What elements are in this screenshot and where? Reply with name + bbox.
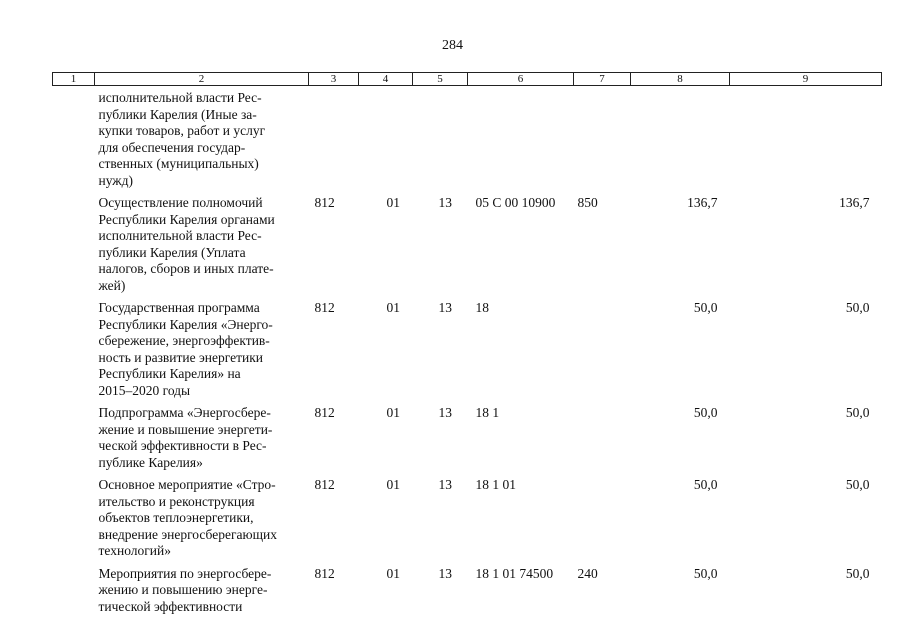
target-article-code: 18 1 01 74500: [475, 565, 554, 581]
target-article-code: 18: [475, 300, 489, 315]
subsection-code: [413, 86, 468, 192]
column-header: 5: [413, 73, 468, 86]
amount-col9: 50,0: [845, 565, 870, 581]
section-code: 01: [386, 565, 400, 581]
row-index-cell: [53, 401, 95, 473]
row-name: Государственная программа Республики Карелия «Энерго- сбережение, энергоэффектив- ность и развитие энергетики Республики Карелия» на 2015–2020 годы: [98, 300, 273, 398]
amount-col8: 50,0: [693, 565, 718, 581]
row-index-cell: [53, 86, 95, 192]
table-row: [53, 473, 882, 562]
amount-col9: 50,0: [845, 300, 870, 315]
column-header: 1: [53, 73, 95, 86]
column-header: 7: [574, 73, 631, 86]
amount-col8: 50,0: [693, 300, 718, 315]
row-name: Подпрограмма «Энергосбере- жение и повышение энергети- ческой эффективности в Рес- публике Карелия»: [98, 405, 273, 470]
section-code: 01: [386, 477, 400, 492]
amount-col8: 50,0: [693, 477, 718, 492]
amount-col8: [631, 86, 730, 192]
row-index-cell: [53, 296, 95, 401]
expense-type-code: [574, 296, 631, 401]
amount-col8: 50,0: [693, 405, 718, 420]
subsection-code: 13: [438, 405, 452, 420]
ministry-code: 812: [314, 405, 335, 420]
expense-type-code: 850: [577, 195, 598, 210]
row-index-cell: [53, 191, 95, 296]
row-name: Основное мероприятие «Стро- ительство и реконструкция объектов теплоэнергетики, внедрение энергосберегающих технологий»: [98, 477, 277, 558]
section-code: [359, 86, 413, 192]
ministry-code: [309, 86, 359, 192]
amount-col8: 136,7: [687, 195, 718, 210]
subsection-code: 13: [438, 477, 452, 492]
row-name: Осуществление полномочий Республики Карелия органами исполнительной власти Рес- публики Карелия (Уплата налогов, сборов и иных плате- жей): [98, 195, 275, 293]
amount-col9: 136,7: [839, 195, 870, 210]
section-code: 01: [386, 300, 400, 315]
page-number: 284: [442, 38, 463, 53]
amount-col9: [730, 86, 882, 192]
column-header: 6: [468, 73, 574, 86]
row-index-cell: [53, 473, 95, 562]
subsection-code: 13: [438, 300, 452, 315]
target-article-code: 18 1: [475, 405, 500, 420]
expense-type-code: [574, 86, 631, 192]
target-article-code: [468, 86, 574, 192]
ministry-code: 812: [314, 565, 335, 581]
column-header: 2: [95, 73, 309, 86]
ministry-code: 812: [314, 477, 335, 492]
column-header: 3: [309, 73, 359, 86]
expense-type-code: [574, 473, 631, 562]
row-name: Мероприятия по энергосбере- жению и повышению энерге- тической эффективности: [98, 565, 272, 614]
subsection-code: 13: [438, 565, 452, 581]
budget-table: [52, 72, 882, 617]
table-body: [53, 86, 882, 618]
subsection-code: 13: [438, 195, 452, 210]
table-row: [53, 401, 882, 473]
amount-col9: 50,0: [845, 405, 870, 420]
table-row: [53, 296, 882, 401]
row-index-cell: [53, 562, 95, 618]
column-header: 4: [359, 73, 413, 86]
section-code: 01: [386, 195, 400, 210]
table-row: [53, 86, 882, 192]
row-name: исполнительной власти Рес- публики Карелия (Иные за- купки товаров, работ и услуг для обеспечения государ- ственных (муниципальных) нужд): [98, 90, 266, 188]
ministry-code: 812: [314, 300, 335, 315]
column-header: 9: [730, 73, 882, 86]
target-article-code: 18 1 01: [475, 477, 516, 492]
expense-type-code: [574, 401, 631, 473]
column-header: 8: [631, 73, 730, 86]
target-article-code: 05 С 00 10900: [475, 195, 556, 210]
expense-type-code: 240: [577, 565, 598, 581]
table-row: [53, 191, 882, 296]
column-number-row: [53, 73, 882, 86]
table-header: [53, 73, 882, 86]
section-code: 01: [386, 405, 400, 420]
table-row: [53, 562, 882, 618]
amount-col9: 50,0: [845, 477, 870, 492]
ministry-code: 812: [314, 195, 335, 210]
